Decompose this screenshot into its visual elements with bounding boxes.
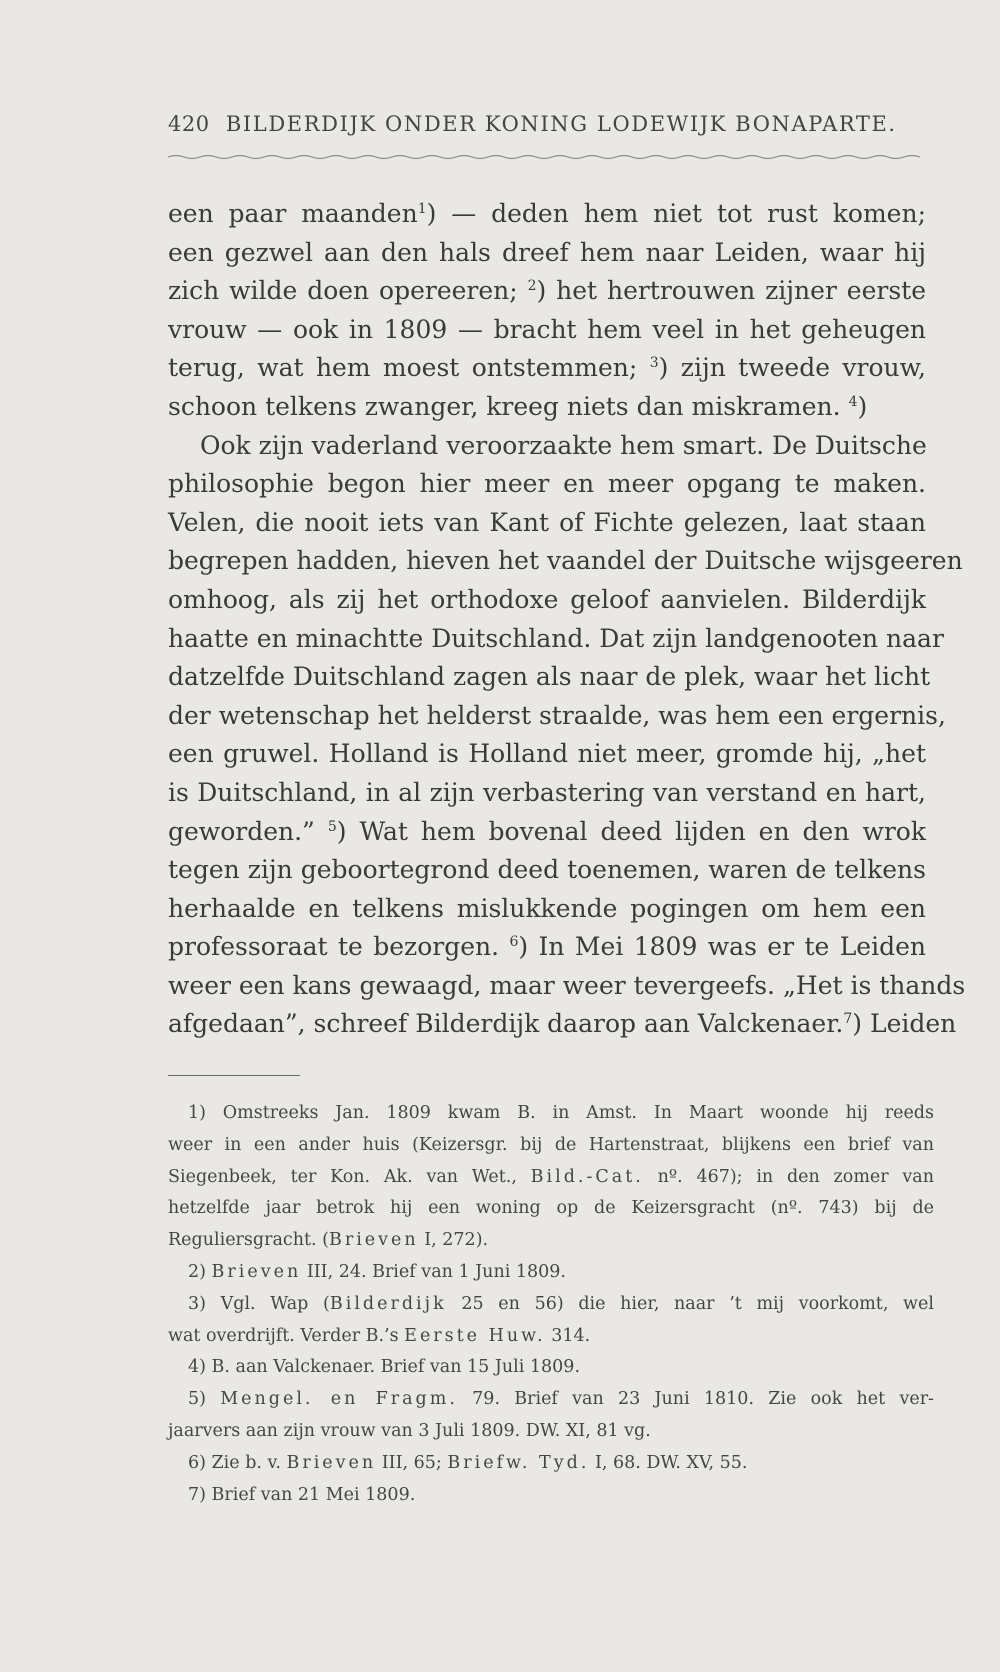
spaced-title: Brieven (286, 1452, 377, 1473)
spaced-title: Mengel. en Fragm. (220, 1389, 458, 1410)
footnote-ref: 1 (417, 201, 427, 217)
spaced-title: Brieven (211, 1261, 302, 1282)
text-span: ) — deden hem niet tot rust komen; (426, 199, 926, 228)
spaced-title: Eerste Huw. (404, 1325, 546, 1346)
text-line (168, 195, 926, 234)
text-line: tegen zijn geboortegrond deed toenemen, waren de telkens (168, 855, 926, 885)
text-span: III, 24. Brief van 1 Juni 1809. (306, 1261, 566, 1282)
text-span: 79. Brief van 23 Juni 1810. Zie ook het ver- (472, 1389, 934, 1410)
text-span: 25 en 56) die hier, naar ’t mij voorkomt, wel (461, 1293, 934, 1314)
footnote-ref: 3 (649, 355, 659, 372)
text-span: ) In Mei 1809 was er te Leiden (518, 932, 926, 962)
text-span: Reguliersgracht. ( (168, 1230, 329, 1251)
footnote-line: weer in een ander huis (Keizersgr. bij de Hartenstraat, blijkens een brief van (168, 1134, 934, 1155)
text-span: ) Wat hem bovenal deed lijden en den wrok (336, 816, 926, 846)
footnote-line: 1) Omstreeks Jan. 1809 kwam B. in Amst. In Maart woonde hij reeds (188, 1103, 934, 1123)
footnote-line (168, 1257, 934, 1289)
text-span: I, 272). (424, 1230, 489, 1251)
text-span: 5) (188, 1389, 206, 1410)
text-span: wat overdrijft. Verder B.’s (168, 1325, 399, 1346)
text-span: professoraat te bezorgen. (168, 932, 500, 962)
text-span: een paar maanden (168, 199, 418, 228)
text-line: haatte en minachtte Duitschland. Dat zijn landgenooten naar (168, 623, 944, 653)
footnote-line (168, 1162, 934, 1194)
text-span: ) het hertrouwen zijner eerste (536, 276, 926, 306)
footnote-line (168, 1384, 934, 1416)
header-ornamental-rule (168, 152, 920, 162)
text-line: begrepen hadden, hieven het vaandel der Duitsche wijsgeeren (168, 546, 963, 576)
text-line: een gruwel. Holland is Holland niet meer, gromde hij, „het (168, 739, 926, 769)
text-line: herhaalde en telkens mislukkende pogingen om hem een (168, 893, 926, 923)
text-span: 314. (551, 1325, 591, 1346)
text-line (168, 813, 926, 852)
text-line: der wetenschap het helderst straalde, was hem een ergernis, (168, 700, 946, 730)
text-span: geworden.” (168, 816, 315, 846)
text-line (168, 928, 926, 967)
page-number: 420 (168, 112, 210, 136)
text-line (168, 272, 926, 311)
footnote-separator (168, 1075, 300, 1076)
body-text (168, 195, 966, 1044)
text-line: is Duitschland, in al zijn verbastering van verstand en hart, (168, 777, 926, 807)
text-line (168, 1005, 957, 1044)
text-span: schoon telkens zwanger, kreeg niets dan miskramen. (168, 391, 841, 421)
footnotes (168, 1098, 934, 1511)
text-span: zich wilde doen opereeren; (168, 276, 518, 306)
text-line: Ook zijn vaderland veroorzaakte hem smart. De Duitsche (200, 430, 927, 460)
text-span: terug, wat hem moest ontstemmen; (168, 353, 638, 383)
text-span: ) Leiden (852, 1009, 957, 1039)
spaced-title: Bild.-Cat. (530, 1166, 644, 1187)
footnote-ref: 7 (843, 1011, 853, 1028)
text-span: ) zijn tweede vrouw, (658, 353, 926, 383)
text-line (168, 349, 926, 388)
footnote-ref: 6 (509, 934, 519, 951)
text-span: I, 68. DW. XV, 55. (594, 1452, 748, 1473)
text-span: III, 65; (381, 1452, 442, 1473)
text-span: Siegenbeek, ter Kon. Ak. van Wet., (168, 1166, 517, 1187)
text-line (168, 388, 926, 427)
text-line: datzelfde Duitschland zagen als naar de plek, waar het licht (168, 662, 931, 692)
footnote-line: 7) Brief van 21 Mei 1809. (188, 1484, 416, 1505)
text-line: Velen, die nooit iets van Kant of Fichte gelezen, laat staan (168, 507, 926, 537)
footnote-line (168, 1225, 934, 1257)
text-span: 2) (188, 1261, 206, 1282)
text-span: 6) Zie b. v. (188, 1452, 281, 1473)
spaced-title: Briefw. Tyd. (447, 1452, 590, 1473)
spaced-title: Brieven (328, 1230, 419, 1251)
footnote-line (168, 1448, 934, 1480)
running-title: BILDERDIJK ONDER KONING LODEWIJK BONAPARTE. (225, 112, 897, 136)
text-line: philosophie begon hier meer en meer opgang te maken. (168, 469, 926, 499)
text-span: ) (857, 391, 868, 421)
spaced-title: Bilderdijk (329, 1293, 447, 1314)
footnote-line (168, 1289, 934, 1321)
footnote-ref: 2 (527, 278, 537, 295)
footnote-line (168, 1321, 934, 1353)
footnote-ref: 4 (848, 393, 858, 410)
text-line: vrouw — ook in 1809 — bracht hem veel in het geheugen (168, 314, 926, 344)
footnote-line: hetzelfde jaar betrok hij een woning op de Keizersgracht (nº. 743) bij de (168, 1198, 934, 1219)
text-line: weer een kans gewaagd, maar weer tevergeefs. „Het is thands (168, 970, 966, 1000)
text-line: omhoog, als zij het orthodoxe geloof aanvielen. Bilderdijk (168, 584, 926, 614)
text-span: nº. 467); in den zomer van (657, 1166, 934, 1187)
footnote-line: jaarvers aan zijn vrouw van 3 Juli 1809. DW. XI, 81 vg. (168, 1420, 651, 1441)
text-line: een gezwel aan den hals dreef hem naar Leiden, waar hij (168, 237, 926, 267)
text-span: 3) Vgl. Wap ( (188, 1293, 330, 1314)
footnote-line: 4) B. aan Valckenaer. Brief van 15 Juli 1809. (188, 1357, 581, 1378)
running-header (168, 112, 897, 136)
text-span: afgedaan”, schreef Bilderdijk daarop aan Valckenaer. (168, 1009, 844, 1039)
footnote-ref: 5 (327, 818, 337, 835)
